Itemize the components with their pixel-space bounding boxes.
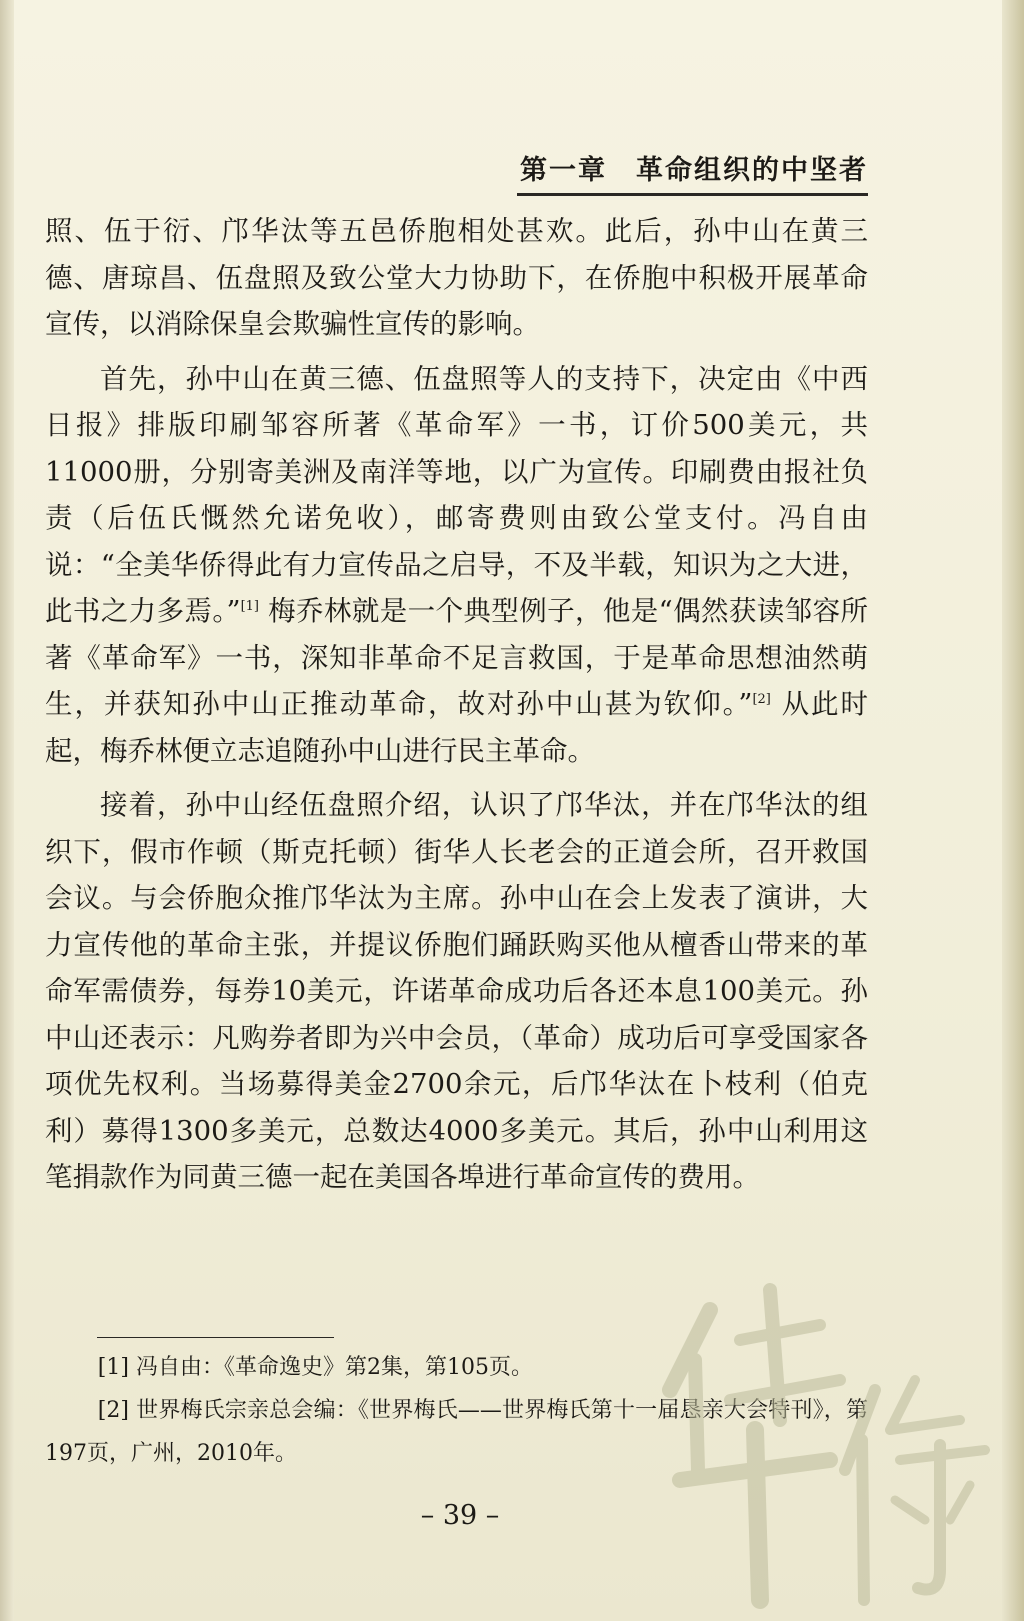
calligraphy-watermark-icon bbox=[640, 1270, 1000, 1610]
body-text bbox=[45, 208, 868, 1209]
page-edge-left bbox=[0, 0, 14, 1621]
page-edge-right bbox=[1002, 0, 1024, 1621]
paragraph-continued: 照、伍于衍、邝华汰等五邑侨胞相处甚欢。此后，孙中山在黄三德、唐琼昌、伍盘照及致公堂大力协助下，在侨胞中积极开展革命宣传，以消除保皇会欺骗性宣传的影响。 bbox=[45, 215, 868, 340]
page-number: – 39 – bbox=[420, 1500, 500, 1531]
footnote-ref-2: [2] bbox=[752, 691, 771, 707]
running-head: 第一章 革命组织的中坚者 bbox=[517, 148, 868, 196]
footnote-1: [1] 冯自由：《革命逸史》第2集，第105页。 bbox=[97, 1355, 533, 1380]
paragraph-3: 接着，孙中山经伍盘照介绍，认识了邝华汰，并在邝华汰的组织下，假市作顿（斯克托顿）街华人长老会的正道会所，召开救国会议。与会侨胞众推邝华汰为主席。孙中山在会上发表了演讲，大力宣传他的革命主张，并提议侨胞们踊跃购买他从檀香山带来的革命军需债券，每券10美元，许诺革命成功后各还本息100美元。孙中山还表示：凡购券者即为兴中会员，（革命）成功后可享受国家各项优先权利。当场募得美金2700余元，后邝华汰在卜枝利（伯克利）募得1300多美元，总数达4000多美元。其后，孙中山利用这笔捐款作为同黄三德一起在美国各埠进行革命宣传的费用。 bbox=[45, 789, 868, 1193]
footnote-separator bbox=[97, 1337, 334, 1338]
paragraph-2-text-c: 从此时起，梅乔林便立志追随孙中山进行民主革命。 bbox=[45, 688, 869, 767]
paragraph-2 bbox=[45, 356, 868, 775]
footnote-2: [2] 世界梅氏宗亲总会编：《世界梅氏——世界梅氏第十一届恳亲大会特刊》，第197页，广州，2010年。 bbox=[45, 1398, 868, 1466]
paragraph-2-text-b: 梅乔林就是一个典型例子，他是“偶然获读邹容所著《革命军》一书，深知非革命不足言救国，于是革命思想油然萌生，并获知孙中山正推动革命，故对孙中山甚为钦仰。” bbox=[45, 595, 868, 720]
paragraph-2-text: 首先，孙中山在黄三德、伍盘照等人的支持下，决定由《中西日报》排版印刷邹容所著《革命军》一书，订价500美元，共11000册，分别寄美洲及南洋等地，以广为宣传。印刷费由报社负责（后伍氏慨然允诺免收），邮寄费则由致公堂支付。冯自由说：“全美华侨得此有力宣传品之启导，不及半载，知识为之大进，此书之力多焉。” bbox=[45, 362, 868, 627]
footnote-ref-1: [1] bbox=[240, 598, 259, 614]
